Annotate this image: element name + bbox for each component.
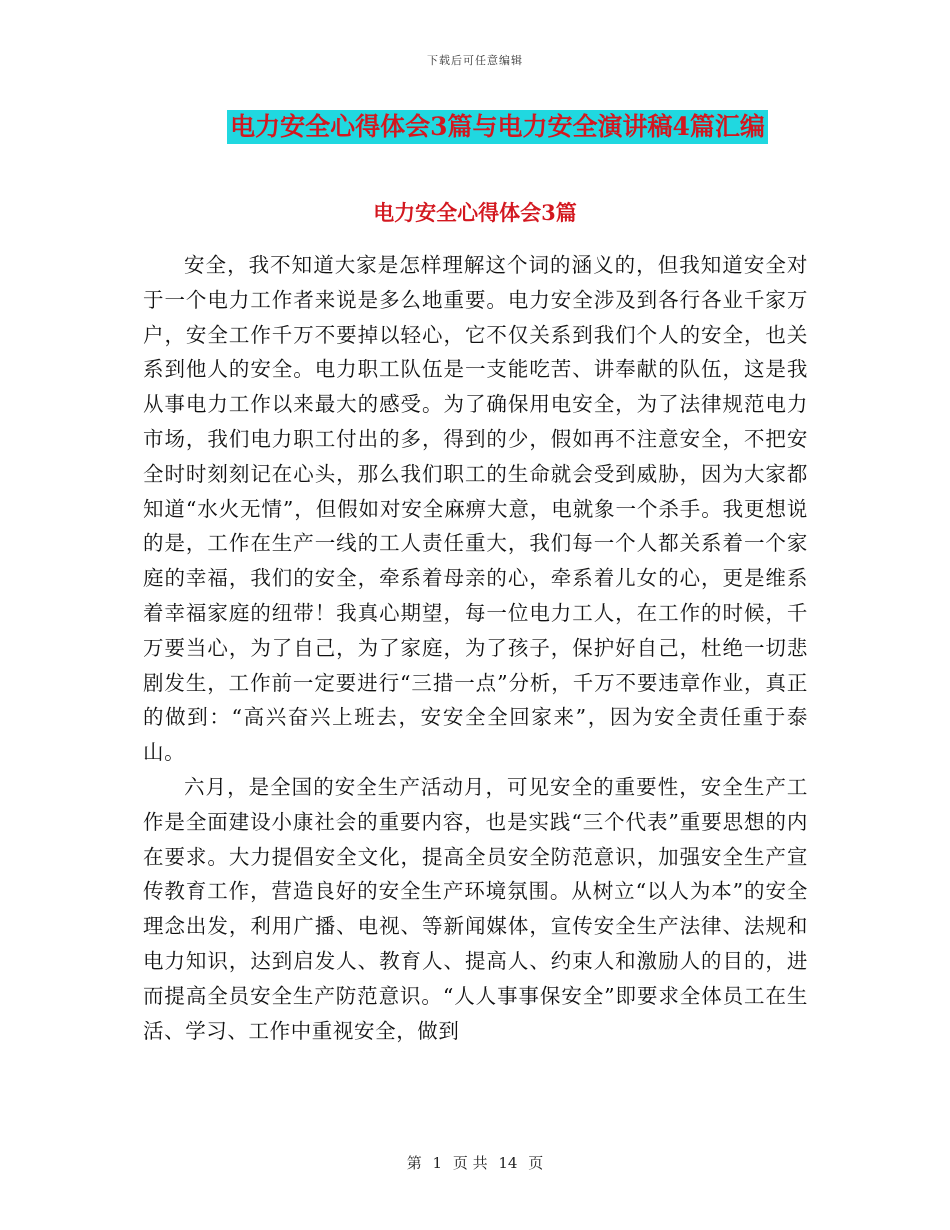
footer-total-pages: 14 <box>498 1154 518 1172</box>
main-title-container <box>0 110 950 144</box>
footer-suffix: 页 <box>528 1154 544 1172</box>
page-footer <box>0 1152 950 1173</box>
footer-current-page: 1 <box>432 1154 443 1172</box>
page-header-note: 下载后可任意编辑 <box>427 54 523 67</box>
section-title: 电力安全心得体会3篇 <box>373 200 577 225</box>
document-body <box>143 248 808 1048</box>
body-paragraph-1: 安全，我不知道大家是怎样理解这个词的涵义的，但我知道安全对于一个电力工作者来说是多么地重要。电力安全涉及到各行各业千家万户，安全工作千万不要掉以轻心，它不仅关系到我们个人的安全，也关系到他人的安全。电力职工队伍是一支能吃苦、讲奉献的队伍，这是我从事电力工作以来最大的感受。为了确保用电安全，为了法律规范电力市场，我们电力职工付出的多，得到的少，假如再不注意安全，不把安全时时刻刻记在心头，那么我们职工的生命就会受到威胁，因为大家都知道“水火无情”，但假如对安全麻痹大意，电就象一个杀手。我更想说的是，工作在生产一线的工人责任重大，我们每一个人都关系着一个家庭的幸福，我们的安全，牵系着母亲的心，牵系着儿女的心，更是维系着幸福家庭的纽带！我真心期望，每一位电力工人，在工作的时候，千万要当心，为了自己，为了家庭，为了孩子，保护好自己，杜绝一切悲剧发生，工作前一定要进行“三措一点”分析，千万不要违章作业，真正的做到：“高兴奋兴上班去，安安全全回家来”，因为安全责任重于泰山。 <box>143 253 808 765</box>
body-paragraph-2: 六月，是全国的安全生产活动月，可见安全的重要性，安全生产工作是全面建设小康社会的重要内容，也是实践“三个代表”重要思想的内在要求。大力提倡安全文化，提高全员安全防范意识，加强安全生产宣传教育工作，营造良好的安全生产环境氛围。从树立“以人为本”的安全理念出发，利用广播、电视、等新闻媒体，宣传安全生产法律、法规和电力知识，达到启发人、教育人、提高人、约束人和激励人的目的，进而提高全员安全生产防范意识。“人人事事保安全”即要求全体员工在生活、学习、工作中重视安全，做到 <box>143 774 808 1043</box>
footer-middle: 页 共 <box>452 1154 488 1172</box>
document-main-title: 电力安全心得体会3篇与电力安全演讲稿4篇汇编 <box>227 110 768 144</box>
footer-prefix: 第 <box>406 1154 422 1172</box>
